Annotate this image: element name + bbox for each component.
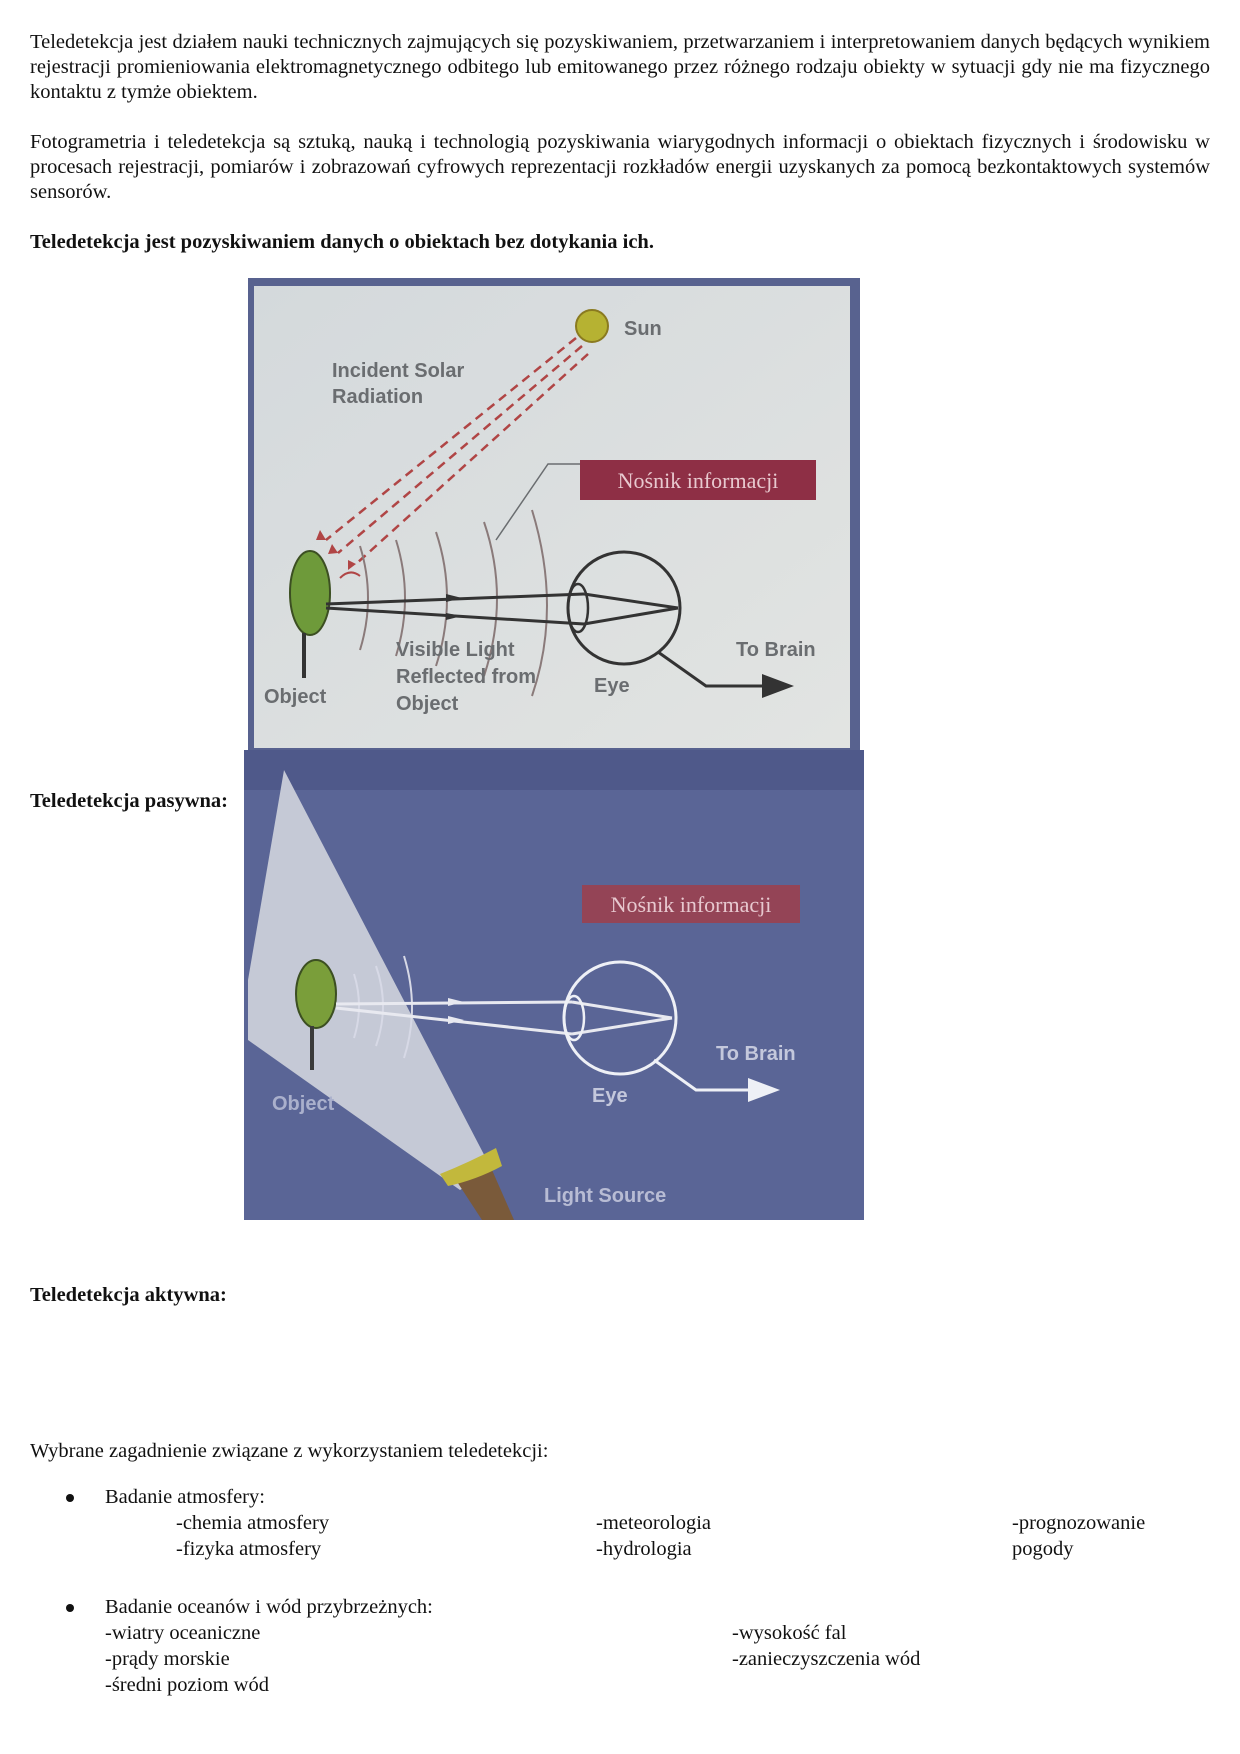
active-diagram [244,750,864,1220]
oceans-item: -prądy morskie [105,1648,230,1670]
figure-passive [248,278,860,756]
atmosphere-item: -prognozowanie [1012,1512,1146,1534]
list-item-atmosphere [30,1484,1210,1564]
uses-intro: Wybrane zagadnienie związane z wykorzystaniem teledetekcji: [30,1440,549,1462]
object-tree-icon-active [296,960,336,1028]
atmosphere-item: -meteorologia [596,1512,711,1534]
bullet-icon [66,1494,74,1502]
label-visible-3: Object [396,693,459,715]
passive-diagram [248,278,860,756]
label-incident-1: Incident Solar [332,360,465,382]
label-light-source: Light Source [544,1185,667,1207]
oceans-item: -średni poziom wód [105,1674,269,1696]
atmosphere-item: -hydrologia [596,1538,692,1560]
label-to-brain: To Brain [736,639,816,661]
atmosphere-item: -fizyka atmosfery [176,1538,322,1560]
atmosphere-item: -chemia atmosfery [176,1512,330,1534]
label-incident-2: Radiation [332,386,424,408]
oceans-item: -wiatry oceaniczne [105,1622,261,1644]
paragraph-photogrammetry: Fotogrametria i teledetekcja są sztuką, nauką i technologią pozyskiwania wiarygodnych informacji o obiektach fizycznych i środowisku w procesach rejestracji, pomiarów i zobrazowań cyfrowych reprezentacji rozkładów energii uzyskanych za pomocą bezkontaktowych systemów sensorów. [30,131,1210,203]
label-eye-active: Eye [592,1085,628,1107]
atmosphere-item: pogody [1012,1538,1074,1560]
paragraph-definition: Teledetekcja jest działem nauki technicznych zajmujących się pozyskiwaniem, przetwarzaniem i interpretowaniem danych będących wynikiem rejestracji promieniowania elektromagnetycznego odbitego lub emitowanego przez różnego rodzaju obiekty w sytuacji gdy nie ma fizycznego kontaktu z tymże obiektem. [30,31,1210,103]
label-passive: Teledetekcja pasywna: [30,790,228,812]
atmosphere-heading: Badanie atmosfery: [105,1486,265,1508]
list-item-oceans [30,1594,1210,1704]
label-to-brain-active: To Brain [716,1043,796,1065]
label-carrier-active: Nośnik informacji [610,892,772,917]
label-visible-2: Reflected from [396,666,537,688]
oceans-item: -zanieczyszczenia wód [732,1648,921,1670]
label-sun: Sun [624,318,662,340]
oceans-item: -wysokość fal [732,1622,847,1644]
figure-active [244,750,864,1220]
sun-icon [576,310,608,342]
label-carrier: Nośnik informacji [617,468,779,493]
label-visible-1: Visible Light [396,639,515,661]
label-active: Teledetekcja aktywna: [30,1284,227,1306]
bold-statement: Teledetekcja jest pozyskiwaniem danych o obiektach bez dotykania ich. [30,231,654,253]
label-object: Object [264,686,327,708]
bullet-icon [66,1604,74,1612]
label-eye: Eye [594,675,630,697]
label-object-active: Object [272,1093,335,1115]
oceans-heading: Badanie oceanów i wód przybrzeżnych: [105,1596,433,1618]
object-tree-icon [290,551,330,635]
